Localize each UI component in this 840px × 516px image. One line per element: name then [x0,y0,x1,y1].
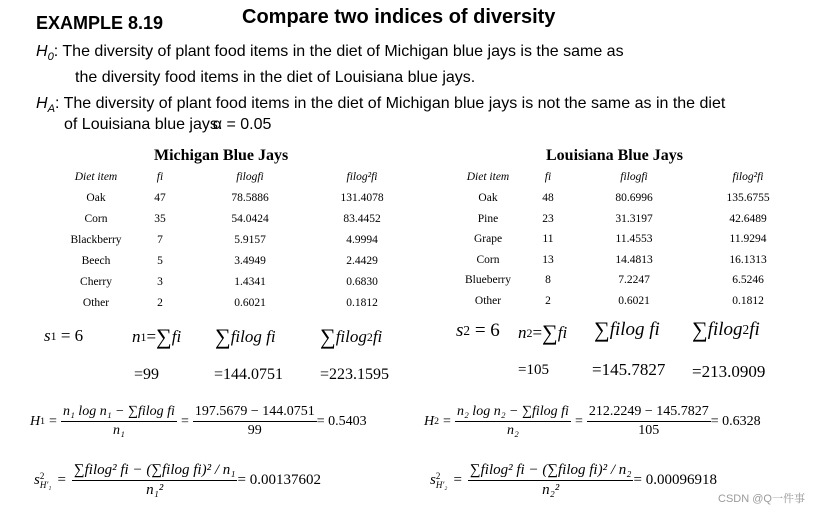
table-cell: Grape [473,233,503,245]
v1-denominator: n₁² [146,482,164,498]
table-cell: 42.6489 [729,212,767,225]
h1-denominator-symbolic: n₁ [113,423,125,438]
louisiana-s-value [456,320,500,342]
v1-symbol: s [34,471,40,488]
ha-text: : The diversity of plant food items in the diet of Michigan blue jays is not the same as in the diet [55,95,726,112]
v2-symbol: s [430,471,436,488]
h2-fraction-symbolic [455,404,571,439]
sum-symbol: ∑ [320,324,336,349]
h2-formula: H 2 = $\frac{\text{n₂ log n₂ − ∑filog fi}}{\text{n₂}}$ = $\frac{212.2249 - 145.7827}{105}$ = 0.6328 [424,404,761,438]
example-label: EXAMPLE 8.19 [36,13,164,33]
table-cell: 54.0424 [231,213,269,225]
table-cell: 11 [542,233,554,245]
table-cell: 23 [542,212,554,225]
h2-numerator-numeric: 212.2249 − 145.7827 [587,404,711,422]
h1-fraction-symbolic [61,404,177,439]
table-cell: 2 [157,297,163,309]
table-cell: Other [82,297,110,309]
s2-value: = 6 [474,320,500,341]
table-cell: Corn [84,213,108,225]
table-cell: 0.6830 [346,276,378,288]
table-cell: 80.6996 [615,192,653,204]
h2-result: = 0.6328 [710,413,761,429]
sum-filog2-label: filog [335,327,367,346]
table-cell: 5 [157,255,163,267]
louisiana-filog-total: =145.7827 [592,360,666,379]
h2-symbol: H [424,413,435,429]
table-cell: 16.1313 [729,253,767,266]
table-cell: 0.1812 [346,297,378,309]
michigan-n-sum [132,326,181,348]
n2-symbol: n [518,323,527,342]
table-cell: Oak [478,192,498,204]
h0-subscript: 0 [47,51,54,64]
variance1-formula: s 2 H′₁ = $\frac{\text{∑filog² fi − (∑filog fi)² / n₁}}{\text{n₁²}}$ = 0.00137602 [34,462,321,498]
h2-denominator-symbolic: n₂ [507,423,519,438]
h1-numerator-symbolic: n₁ log n₁ − ∑filog fi [61,404,177,422]
n1-equals: = [146,327,157,346]
h1-formula: H 1 = $\frac{\text{n₁ log n₁ − ∑filog fi}}{\text{n₁}}$ = $\frac{197.5679 - 144.0751}{99}$ = 0.5403 [30,404,367,438]
louisiana-filog-sum [594,319,660,341]
table-cell: 8 [545,274,551,286]
n2-subscript: 2 [526,325,533,340]
s2-symbol: s [456,320,464,341]
table-cell: 13 [542,253,554,266]
h0-symbol: H [36,43,48,60]
sum-filog2-tail: fi [372,327,383,346]
table-header: filogfi [236,171,264,183]
michigan-title: Michigan Blue Jays [154,147,289,164]
michigan-n-total: =99 [134,366,160,383]
v2-subscript: H′₂ [435,479,448,490]
alpha-value: α = 0.05 [212,116,272,133]
ha-symbol: H [36,95,48,112]
ha-line1 [36,95,725,115]
table-cell: 4.9994 [346,234,378,246]
ha-line2 [64,116,271,134]
table-cell: 135.6755 [726,192,770,204]
v2-denominator: n₂² [542,482,560,498]
h0-line1 [36,43,624,63]
sum-fi-label: fi [171,327,182,346]
v1-fraction [72,462,238,499]
table-header: filog²fi [346,171,378,183]
h2-denominator-numeric: 105 [638,423,660,438]
table-cell: 31.3197 [615,212,653,225]
table-cell: 6.5246 [732,274,764,286]
table-cell: 1.4341 [234,276,266,288]
sum-filog-label: filog fi [230,327,276,346]
table-cell: 3 [157,276,163,288]
table-cell: Oak [86,192,106,204]
table-header: fi [156,171,164,183]
table-cell: 11.9294 [729,233,767,245]
table-cell: Blackberry [70,234,122,246]
s1-symbol: s [44,326,51,345]
sum-symbol: ∑ [215,324,231,349]
michigan-filog2-total: =223.1595 [320,366,390,383]
sum-filog-label: filog fi [609,319,660,340]
h1-subscript: 1 [40,416,46,427]
table-cell: 11.4553 [615,233,653,245]
v1-result: = 0.00137602 [237,472,321,488]
michigan-s-value [44,326,83,346]
watermark: CSDN @Q一件事 [718,493,805,505]
h1-symbol: H [30,413,41,429]
table-cell: 7.2247 [618,274,650,286]
n1-subscript: 1 [140,329,147,344]
table-cell: 2.4429 [346,255,378,267]
h2-subscript: 2 [434,416,440,427]
table-cell: 48 [542,192,554,204]
n2-equals: = [532,323,543,342]
sum-filog2-exponent: 2 [742,322,750,337]
louisiana-filog2-sum [692,319,760,341]
s2-subscript: 2 [463,323,471,338]
table-cell: Corn [476,253,500,266]
table-cell: Blueberry [465,274,511,286]
table-cell: 14.4813 [615,253,653,266]
sum-filog2-label: filog [707,319,743,340]
h0-text: : The diversity of plant food items in the diet of Michigan blue jays is the same as [53,43,624,60]
table-cell: 131.4078 [340,192,384,204]
michigan-filog-total: =144.0751 [214,366,284,383]
louisiana-n-sum [518,322,567,344]
louisiana-title: Louisiana Blue Jays [546,147,683,164]
sum-filog2-exponent: 2 [366,329,373,344]
table-cell: 83.4452 [343,213,381,225]
h1-denominator-numeric: 99 [247,423,262,438]
v2-numerator: ∑filog² fi − (∑filog fi)² / n₂ [468,462,634,481]
table-header: filog²fi [732,171,764,183]
table-header: Diet item [74,171,118,183]
variance2-formula: s 2 H′₂ = $\frac{\text{∑filog² fi − (∑filog fi)² / n₂}}{\text{n₂²}}$ = 0.00096918 [430,462,717,498]
table-cell: 3.4949 [234,255,266,267]
louisiana-n-total: =105 [518,362,549,378]
michigan-filog-sum [215,326,276,348]
ha-line2-text: of Louisiana blue jays. [64,116,223,133]
table-cell: Cherry [80,276,112,288]
s1-value: = 6 [60,326,84,345]
table-header: fi [544,171,552,183]
table-cell: 78.5886 [231,192,269,204]
h1-result: = 0.5403 [316,413,367,429]
h0-line2: the diversity food items in the diet of Louisiana blue jays. [75,69,476,86]
sum-symbol: ∑ [594,317,610,342]
table-header: filogfi [620,171,648,183]
table-cell: 47 [154,192,166,204]
table-cell: 0.1812 [732,294,764,307]
table-cell: Other [474,294,502,307]
sum-filog2-tail: fi [749,319,760,340]
table-cell: 0.6021 [234,297,266,309]
table-cell: 0.6021 [618,294,650,307]
v1-subscript: H′₁ [39,479,52,490]
table-cell: Pine [477,212,499,225]
h1-fraction-numeric [193,404,317,439]
sum-symbol: ∑ [692,317,708,342]
louisiana-filog2-total: =213.0909 [692,362,766,381]
v1-exponent: 2 [39,470,45,481]
h1-numerator-numeric: 197.5679 − 144.0751 [193,404,317,422]
v2-fraction [468,462,634,499]
n1-symbol: n [132,327,141,346]
h2-numerator-symbolic: n₂ log n₂ − ∑filog fi [455,404,571,422]
sum-symbol: ∑ [156,324,172,349]
table-header: Diet item [466,171,510,183]
page-title: Compare two indices of diversity [242,6,556,28]
ha-subscript: A [47,103,56,116]
table-cell: 5.9157 [234,234,266,246]
table-cell: 7 [157,234,163,246]
table-cell: 2 [545,294,551,307]
s1-subscript: 1 [50,328,57,343]
v1-numerator: ∑filog² fi − (∑filog fi)² / n₁ [72,462,238,481]
sum-symbol: ∑ [542,320,558,345]
michigan-filog2-sum [320,326,382,348]
h2-fraction-numeric [587,404,711,439]
v2-exponent: 2 [435,470,441,481]
table-cell: Beech [81,255,111,267]
table-cell: 35 [154,213,166,225]
v2-result: = 0.00096918 [633,472,717,488]
sum-fi-label: fi [557,323,568,342]
